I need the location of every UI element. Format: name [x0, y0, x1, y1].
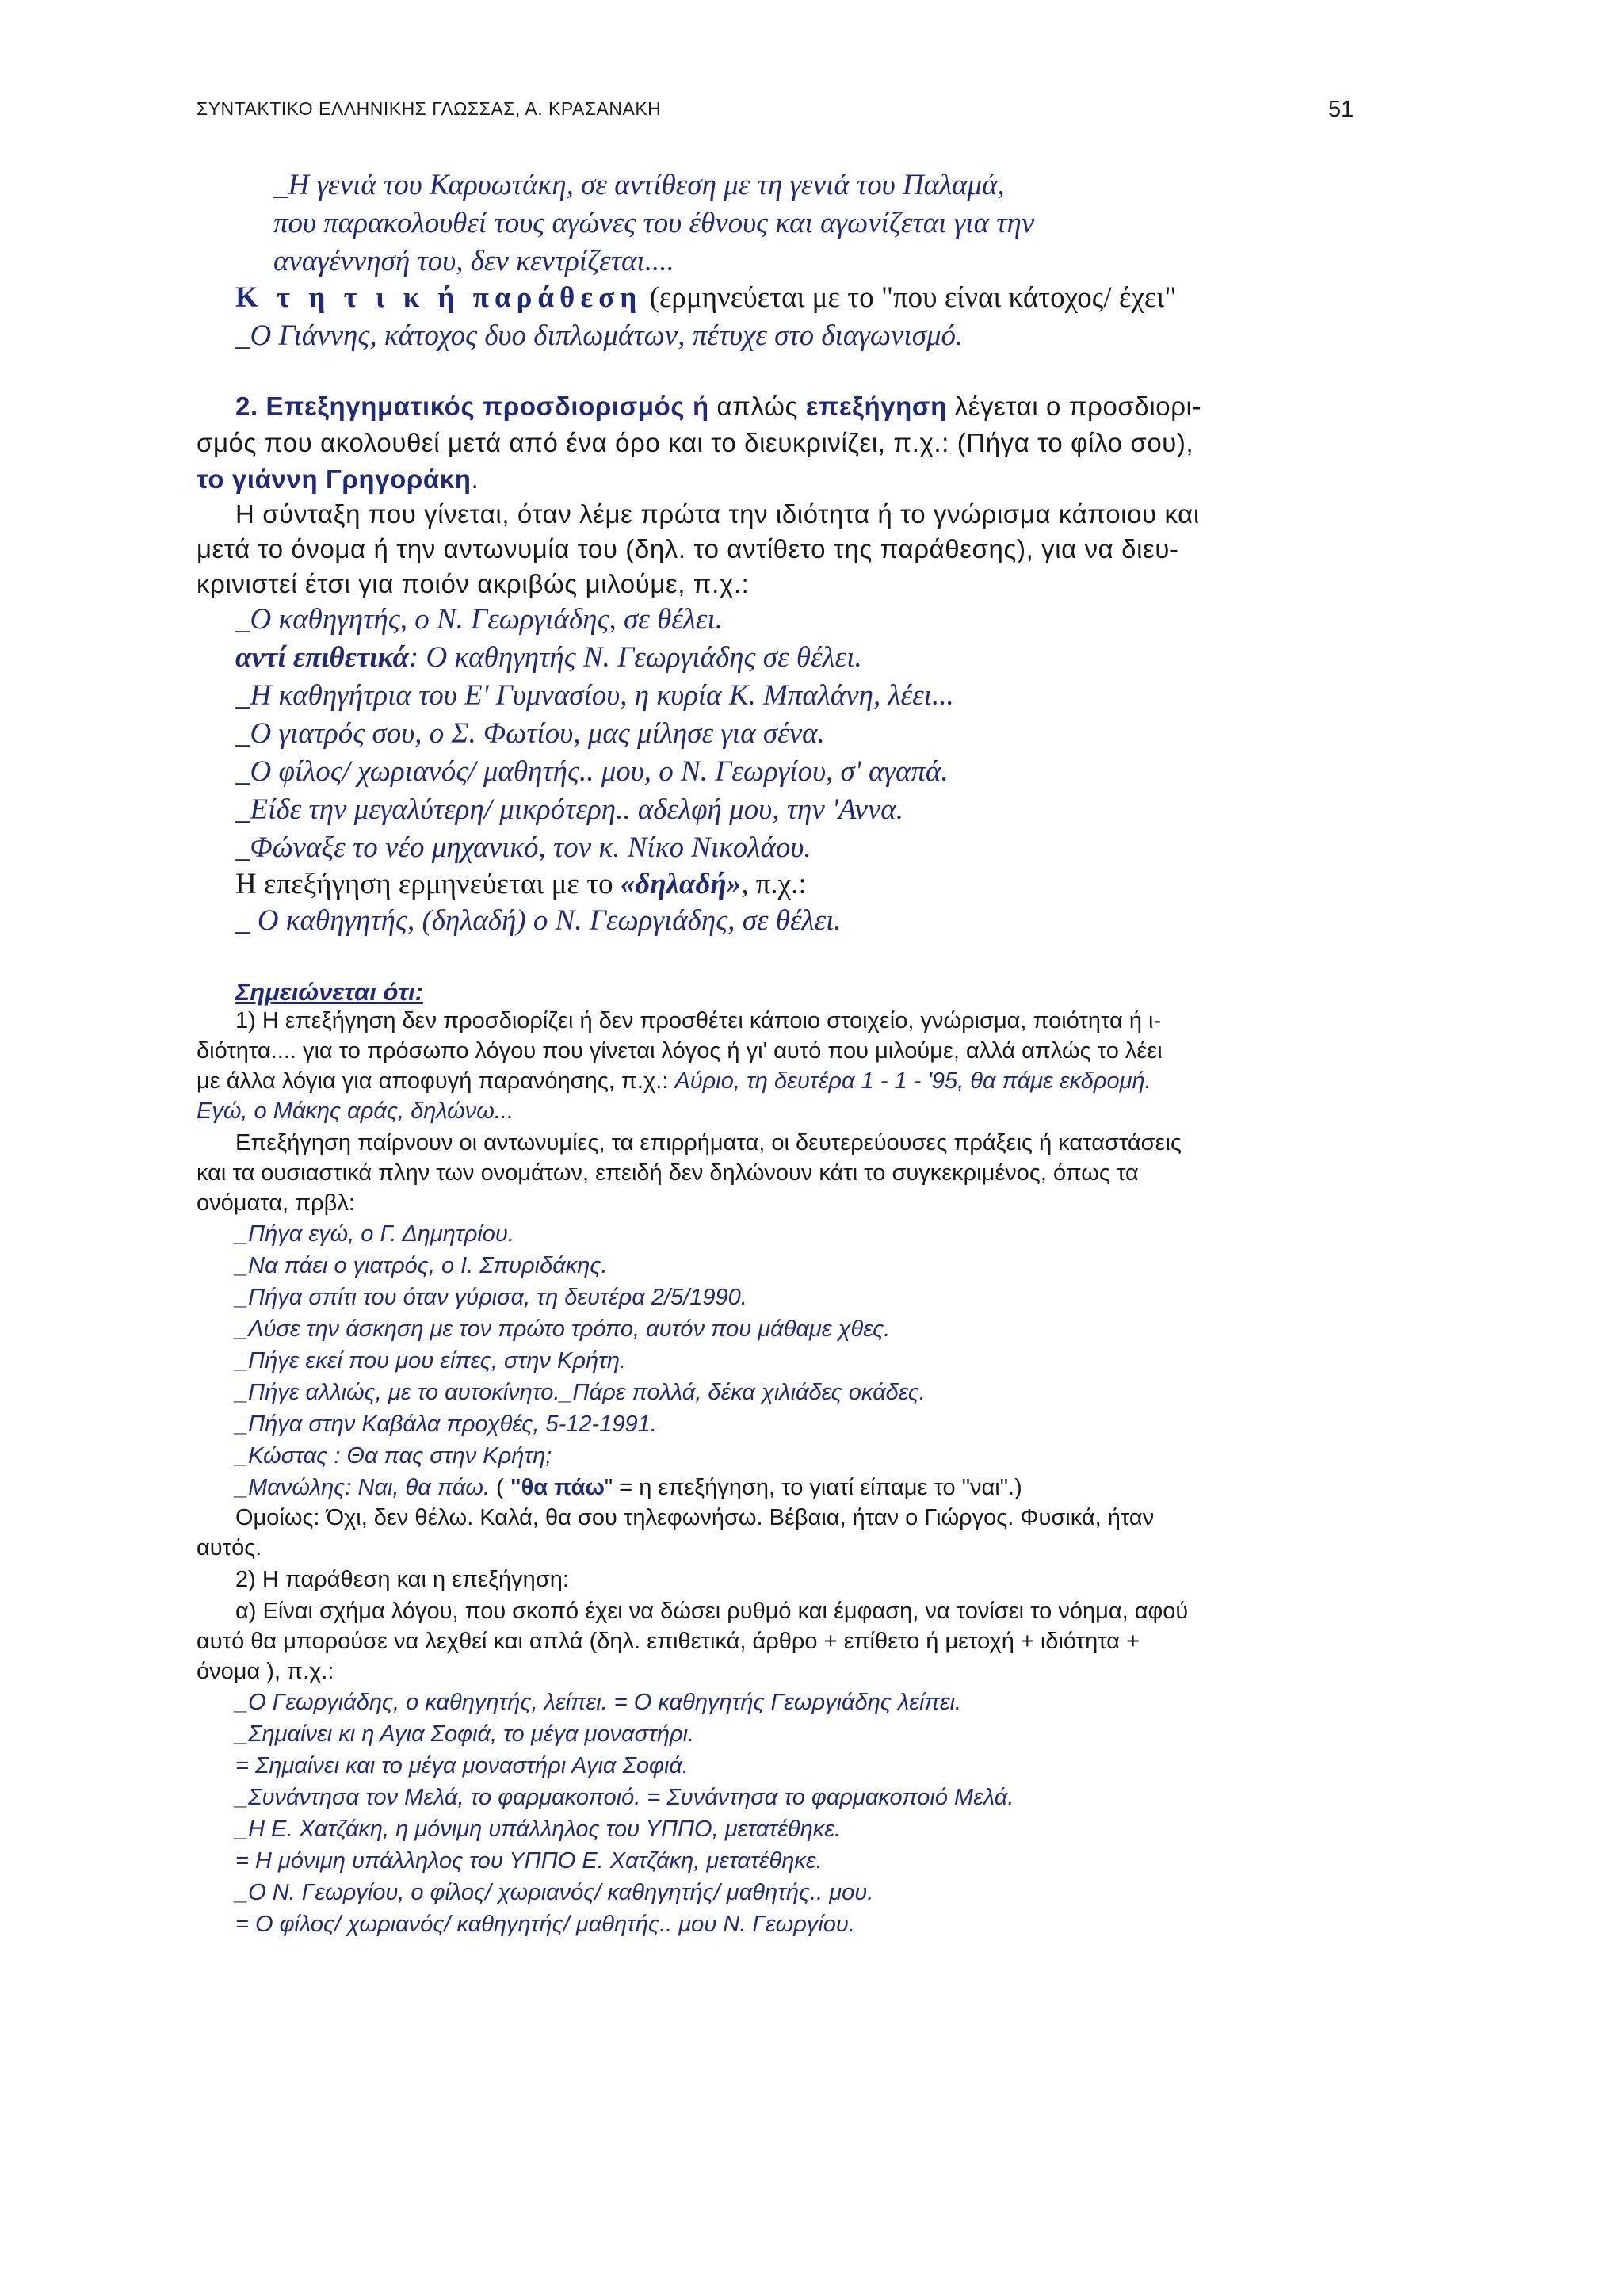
example-inline: Αύριο, τη δευτέρα 1 - 1 - '95, θα πάμε εκδρομή.	[674, 1068, 1151, 1094]
example-line: _Είδε την μεγαλύτερη/ μικρότερη.. αδελφή μου, την 'Αννα.	[235, 793, 903, 826]
paragraph-line: σμός που ακολουθεί μετά από ένα όρο και το διευκρινίζει, π.χ.: (Πήγα το φίλο σου),	[197, 428, 1194, 457]
text: λέγεται ο προσδιορι-	[946, 392, 1202, 421]
notes-heading: Σημειώνεται ότι:	[235, 978, 423, 1006]
example-line: _Η καθηγήτρια του Ε' Γυμνασίου, η κυρία Κ. Μπαλάνη, λέει...	[235, 679, 954, 712]
paragraph-line: ονόματα, πρβλ:	[197, 1190, 355, 1216]
example-line: _Πήγε αλλιώς, με το αυτοκίνητο._Πάρε πολλά, δέκα χιλιάδες οκάδες.	[235, 1380, 926, 1405]
text: , π.χ.:	[741, 868, 807, 900]
paragraph-line: αυτός.	[197, 1535, 262, 1561]
example-line: _ Ο καθηγητής, (δηλαδή) ο Ν. Γεωργιάδης, σε θέλει.	[235, 904, 842, 937]
section-2-heading	[235, 392, 1201, 422]
text: " = η επεξήγηση, το γιατί είπαμε το "ναι".)	[604, 1475, 1022, 1500]
example-line: = Σημαίνει και το μέγα μοναστήρι Αγια Σοφιά.	[235, 1753, 689, 1778]
keyword: "θα πάω	[510, 1475, 605, 1500]
example-line: που παρακολουθεί τους αγώνες του έθνους και αγωνίζεται για την	[273, 207, 1035, 239]
paragraph-line: 2) Η παράθεση και η επεξήγηση:	[235, 1567, 569, 1592]
adjectival-label: αντί επιθετικά	[235, 641, 409, 674]
example-line: _Ο καθηγητής, ο Ν. Γεωργιάδης, σε θέλει.	[235, 603, 723, 636]
paragraph-line: Επεξήγηση παίρνουν οι αντωνυμίες, τα επιρρήματα, οι δευτερεύουσες πράξεις ή καταστάσεις	[235, 1130, 1182, 1156]
text: : Ο καθηγητής Ν. Γεωργιάδης σε θέλει.	[408, 641, 862, 674]
example-name: το γιάννη Γρηγοράκη	[197, 464, 472, 494]
example-line: _Πήγα εγώ, ο Γ. Δημητρίου.	[235, 1221, 514, 1247]
paragraph-line: όνομα ), π.χ.:	[197, 1659, 334, 1684]
example-line	[235, 1475, 1022, 1501]
example-line: Εγώ, ο Μάκης αράς, δηλώνω...	[197, 1098, 514, 1124]
example-line: _Πήγα σπίτι του όταν γύρισα, τη δευτέρα 2/5/1990.	[235, 1285, 747, 1310]
example-line: _Να πάει ο γιατρός, ο Ι. Σπυριδάκης.	[235, 1253, 608, 1278]
paragraph-line: αυτό θα μπορούσε να λεχθεί και απλά (δηλ. επιθετικά, άρθρο + επίθετο ή μετοχή + ιδιότητα +	[197, 1629, 1140, 1654]
paragraph-line: και τα ουσιαστικά πλην των ονομάτων, επειδή δεν δηλώνουν κάτι το συγκεκριμένος, όπως τα	[197, 1160, 1139, 1186]
possessive-apposition-term: Κ τ η τ ι κ ή παράθεση	[235, 281, 643, 314]
text: Η επεξήγηση ερμηνεύεται με το	[235, 868, 621, 900]
section-number: 2.	[235, 392, 266, 421]
text: απλώς	[708, 392, 806, 421]
example-line: _Πήγα στην Καβάλα προχθές, 5-12-1991.	[235, 1412, 657, 1437]
example-line: αναγέννησή του, δεν κεντρίζεται....	[273, 245, 674, 277]
paragraph-line: κρινιστεί έτσι για ποιόν ακριβώς μιλούμε, π.χ.:	[197, 569, 750, 598]
example-line: = Ο φίλος/ χωριανός/ καθηγητής/ μαθητής.. μου Ν. Γεωργίου.	[235, 1912, 855, 1937]
example-line: _Ο γιατρός σου, ο Σ. Φωτίου, μας μίλησε για σένα.	[235, 717, 825, 750]
example-line: _Σημαίνει κι η Αγια Σοφιά, το μέγα μοναστήρι.	[235, 1721, 695, 1747]
text: (	[490, 1475, 510, 1500]
example-line: _Φώναξε το νέο μηχανικό, τον κ. Νίκο Νικολάου.	[235, 831, 812, 864]
paragraph-line: α) Είναι σχήμα λόγου, που σκοπό έχει να δώσει ρυθμό και έμφαση, να τονίσει το νόημα, αφού	[235, 1599, 1189, 1624]
paragraph-line: 1) Η επεξήγηση δεν προσδιορίζει ή δεν προσθέτει κάποιο στοιχείο, γνώρισμα, ποιότητα ή ι-	[235, 1008, 1162, 1033]
example-line: _Η Ε. Χατζάκη, η μόνιμη υπάλληλος του ΥΠΠΟ, μετατέθηκε.	[235, 1817, 842, 1842]
example-line: _Ο φίλος/ χωριανός/ μαθητής.. μου, ο Ν. Γεωργίου, σ' αγαπά.	[235, 755, 949, 788]
example-line: _Ο Ν. Γεωργίου, ο φίλος/ χωριανός/ καθηγητής/ μαθητής.. μου.	[235, 1880, 874, 1905]
example-line: _Ο Γεωργιάδης, ο καθηγητής, λείπει. = Ο καθηγητής Γεωργιάδης λείπει.	[235, 1690, 962, 1715]
definition-text: (ερμηνεύεται με το "που είναι κάτοχος/ έχει"	[642, 281, 1177, 314]
term: επεξήγηση	[805, 392, 947, 421]
paragraph-line: μετά το όνομα ή την αντωνυμία του (δηλ. το αντίθετο της παράθεσης), για να διευ-	[197, 534, 1179, 563]
example-line	[235, 640, 862, 674]
text: .	[471, 464, 479, 494]
example-line: _Ο Γιάννης, κάτοχος δυο διπλωμάτων, πέτυχε στο διαγωνισμό.	[235, 319, 964, 352]
paragraph-line	[197, 1068, 1151, 1095]
paragraph-line	[197, 464, 479, 495]
example-line: _Η γενιά του Καρυωτάκη, σε αντίθεση με τη γενιά του Παλαμά,	[273, 169, 1005, 201]
example-line: _Πήγε εκεί που μου είπες, στην Κρήτη.	[235, 1348, 627, 1373]
paragraph-line: διότητα.... για το πρόσωπο λόγου που γίνεται λόγος ή γι' αυτό που μιλούμε, αλλά απλώς το λέει	[197, 1038, 1163, 1064]
text: με άλλα λόγια για αποφυγή παρανόησης, π.χ.:	[197, 1068, 675, 1094]
page-number: 51	[1328, 97, 1354, 122]
running-header: ΣΥΝΤΑΚΤΙΚΟ ΕΛΛΗΝΙΚΗΣ ΓΛΩΣΣΑΣ, Α. ΚΡΑΣΑΝΑΚΗ	[197, 98, 662, 119]
paragraph-line	[235, 867, 807, 901]
term: Επεξηγηματικός προσδιορισμός ή	[265, 392, 709, 421]
keyword-diladi: «δηλαδή»	[620, 868, 742, 900]
example-inline: _Μανώλης: Ναι, θα πάω.	[235, 1475, 491, 1500]
possessive-apposition-line	[235, 281, 1176, 315]
example-line: = Η μόνιμη υπάλληλος του ΥΠΠΟ Ε. Χατζάκη, μετατέθηκε.	[235, 1848, 823, 1874]
example-line: _Λύσε την άσκηση με τον πρώτο τρόπο, αυτόν που μάθαμε χθες.	[235, 1316, 891, 1342]
example-line: _Συνάντησα τον Μελά, το φαρμακοποιό. = Συνάντησα το φαρμακοποιό Μελά.	[235, 1785, 1014, 1810]
paragraph-line: Η σύνταξη που γίνεται, όταν λέμε πρώτα την ιδιότητα ή το γνώρισμα κάποιου και	[235, 499, 1200, 529]
paragraph-line: Ομοίως: Όχι, δεν θέλω. Καλά, θα σου τηλεφωνήσω. Βέβαια, ήταν ο Γιώργος. Φυσικά, ήταν	[235, 1505, 1155, 1530]
example-line: _Κώστας : Θα πας στην Κρήτη;	[235, 1443, 552, 1469]
